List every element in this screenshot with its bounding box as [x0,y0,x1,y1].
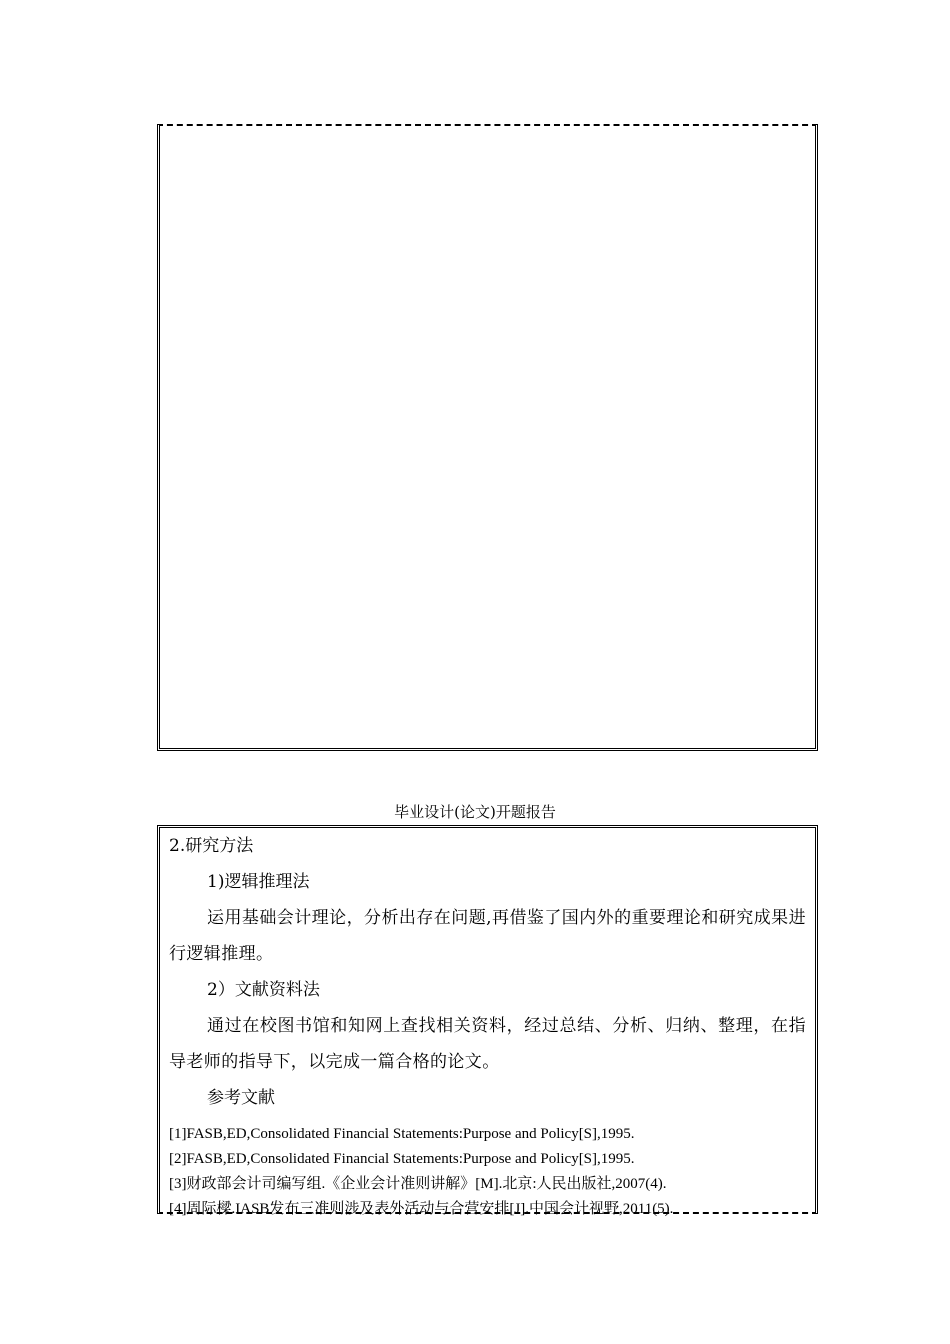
reference-item: [2]FASB,ED,Consolidated Financial Statements:Purpose and Policy[S],1995. [169,1151,635,1167]
report-frame [157,825,818,1217]
blank-frame-top [157,124,818,751]
report-content [169,828,806,1222]
reference-list [169,1122,806,1222]
method1-paragraph: 运用基础会计理论，分析出存在问题,再借鉴了国内外的重要理论和研究成果进行逻辑推理。 [169,908,806,964]
section-heading: 2.研究方法 [169,836,254,856]
references-heading: 参考文献 [207,1088,275,1108]
method1-title: 1)逻辑推理法 [207,872,310,892]
reference-item: [3]财政部会计司编写组.《企业会计准则讲解》[M].北京:人民出版社,2007(4). [169,1176,667,1192]
method2-paragraph: 通过在校图书馆和知网上查找相关资料，经过总结、分析、归纳、整理，在指导老师的指导下，以完成一篇合格的论文。 [169,1016,806,1072]
page-header-title: 毕业设计(论文)开题报告 [394,803,556,821]
method2-title: 2）文献资料法 [207,980,320,1000]
reference-item: [1]FASB,ED,Consolidated Financial Statements:Purpose and Policy[S],1995. [169,1126,635,1142]
reference-item: [4]周际樑.IASB发布三准则涉及表外活动与合营安排[J].中国会计视野,2011(5). [169,1201,674,1217]
